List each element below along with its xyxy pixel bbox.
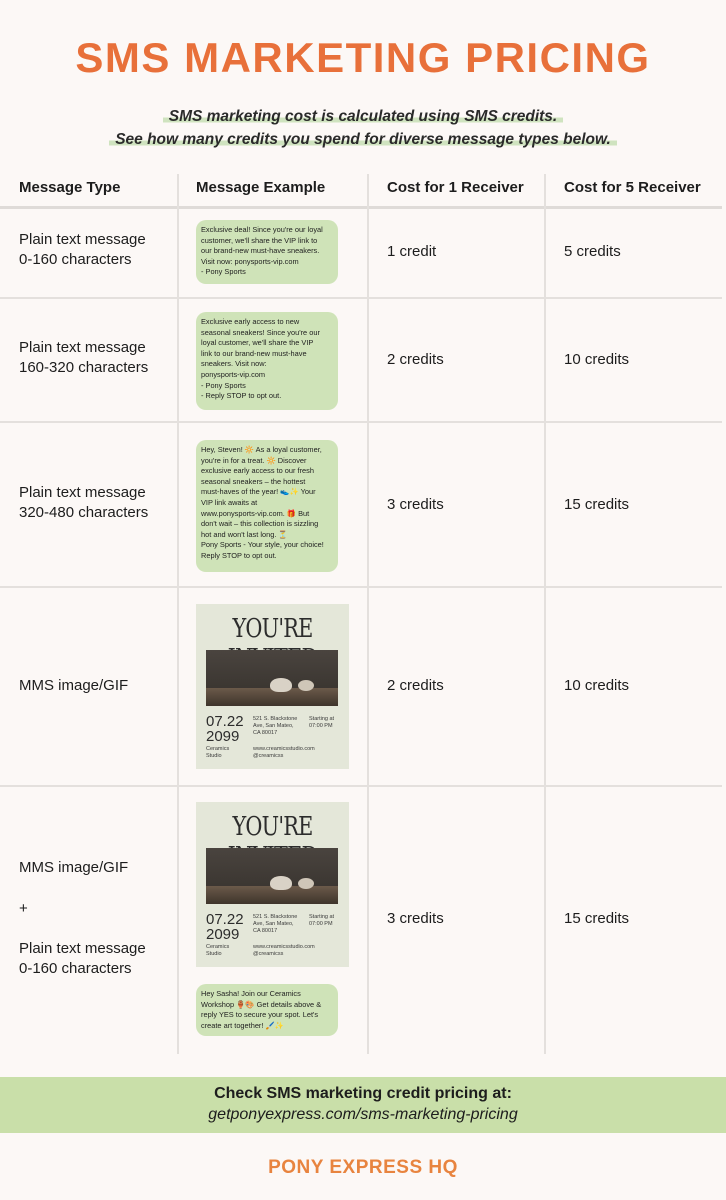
row-divider	[0, 421, 722, 423]
row-1-cost-5: 5 credits	[564, 243, 621, 260]
row-1-cost-1: 1 credit	[387, 243, 437, 260]
row-divider	[0, 785, 722, 787]
row-2-cost-5: 10 credits	[564, 351, 630, 368]
row-divider	[0, 586, 722, 588]
row-3-example-bubble: Hey, Steven! 🔆 As a loyal customer, you're in for a treat. 🔆 Discover exclusive early access to our fresh seasonal sneakers – the hottest must-haves of the year! 👟✨ Your VIP link awaits at www.ponysports-vip.com. 🎁 But don't wait – this collection is sizzling hot and won't last long. ⏳ Pony Sports - Your style, your choice! Reply STOP to opt out.	[196, 440, 338, 572]
page-title: SMS MARKETING PRICING	[75, 34, 651, 81]
mms-studio: Ceramics Studio	[206, 944, 230, 957]
mms-studio: Ceramics Studio	[206, 746, 230, 759]
row-5-example-bubble: Hey Sasha! Join our Ceramics Workshop 🏺🎨 Get details above & reply YES to secure your spot. Let's create art together! 🖌️✨	[196, 984, 338, 1036]
row-2-cost-1: 2 credits	[387, 351, 444, 368]
mms-date: 07.22 2099	[206, 911, 244, 943]
subtitle-line-2: See how many credits you spend for diverse message types below.	[0, 131, 726, 149]
header-message-type: Message Type	[19, 179, 121, 196]
pottery-photo	[206, 848, 338, 904]
row-5-cost-1: 3 credits	[387, 910, 444, 927]
column-divider	[544, 174, 546, 1054]
header-cost-5: Cost for 5 Receiver	[564, 179, 701, 196]
header-divider	[0, 206, 722, 209]
row-4-cost-5: 10 credits	[564, 677, 630, 694]
pricing-table	[0, 170, 726, 1055]
row-divider	[0, 297, 722, 299]
row-2-type: Plain text message 160-320 characters	[19, 339, 149, 376]
row-1-example-bubble: Exclusive deal! Since you're our loyal customer, we'll share the VIP link to our brand-new must-have sneakers. Visit now: ponysports-vip.com - Pony Sports	[196, 220, 338, 284]
header-message-example: Message Example	[196, 179, 326, 196]
mms-invite-image	[196, 604, 349, 769]
mms-time: Starting at 07:00 PM	[309, 716, 335, 729]
pricing-url-link[interactable]: getponyexpress.com/sms-marketing-pricing	[208, 1106, 518, 1123]
mms-invite-image	[196, 802, 349, 967]
mms-date: 07.22 2099	[206, 713, 244, 745]
row-4-cost-1: 2 credits	[387, 677, 444, 694]
row-5-type-text: Plain text message 0-160 characters	[19, 940, 146, 977]
mms-contact: www.creamicsstudio.com @creamicss	[253, 746, 315, 759]
row-5-cost-5: 15 credits	[564, 910, 630, 927]
mms-headline: YOU'RE	[232, 812, 313, 842]
mms-headline: YOU'RE	[232, 614, 313, 644]
column-divider	[177, 174, 179, 1054]
mms-contact: www.creamicsstudio.com @creamicss	[253, 944, 315, 957]
row-2-example-bubble: Exclusive early access to new seasonal sneakers! Since you're our loyal customer, we'll share the VIP link to our brand-new must-have sneakers. Visit now: ponysports-vip.com - Pony Sports - Reply STOP to opt out.	[196, 312, 338, 410]
pricing-link-banner	[0, 1077, 726, 1133]
row-5-type-plus: +	[19, 900, 28, 917]
subtitle-line-1: SMS marketing cost is calculated using SMS credits.	[0, 108, 726, 126]
row-5-type-mms: MMS image/GIF	[19, 859, 129, 876]
banner-heading: Check SMS marketing credit pricing at:	[214, 1085, 512, 1102]
row-3-cost-5: 15 credits	[564, 496, 630, 513]
mms-time: Starting at 07:00 PM	[309, 914, 335, 927]
row-3-cost-1: 3 credits	[387, 496, 444, 513]
mms-address: 521 S. Blackstone Ave, San Mateo, CA 80017	[253, 716, 298, 736]
header-cost-1: Cost for 1 Receiver	[387, 179, 524, 196]
mms-address: 521 S. Blackstone Ave, San Mateo, CA 80017	[253, 914, 298, 934]
row-3-type: Plain text message 320-480 characters	[19, 484, 149, 521]
brand-logo-text: PONY EXPRESS HQ	[268, 1157, 458, 1178]
row-1-type: Plain text message 0-160 characters	[19, 231, 146, 268]
column-divider	[367, 174, 369, 1054]
pottery-photo	[206, 650, 338, 706]
row-4-type: MMS image/GIF	[19, 677, 129, 694]
